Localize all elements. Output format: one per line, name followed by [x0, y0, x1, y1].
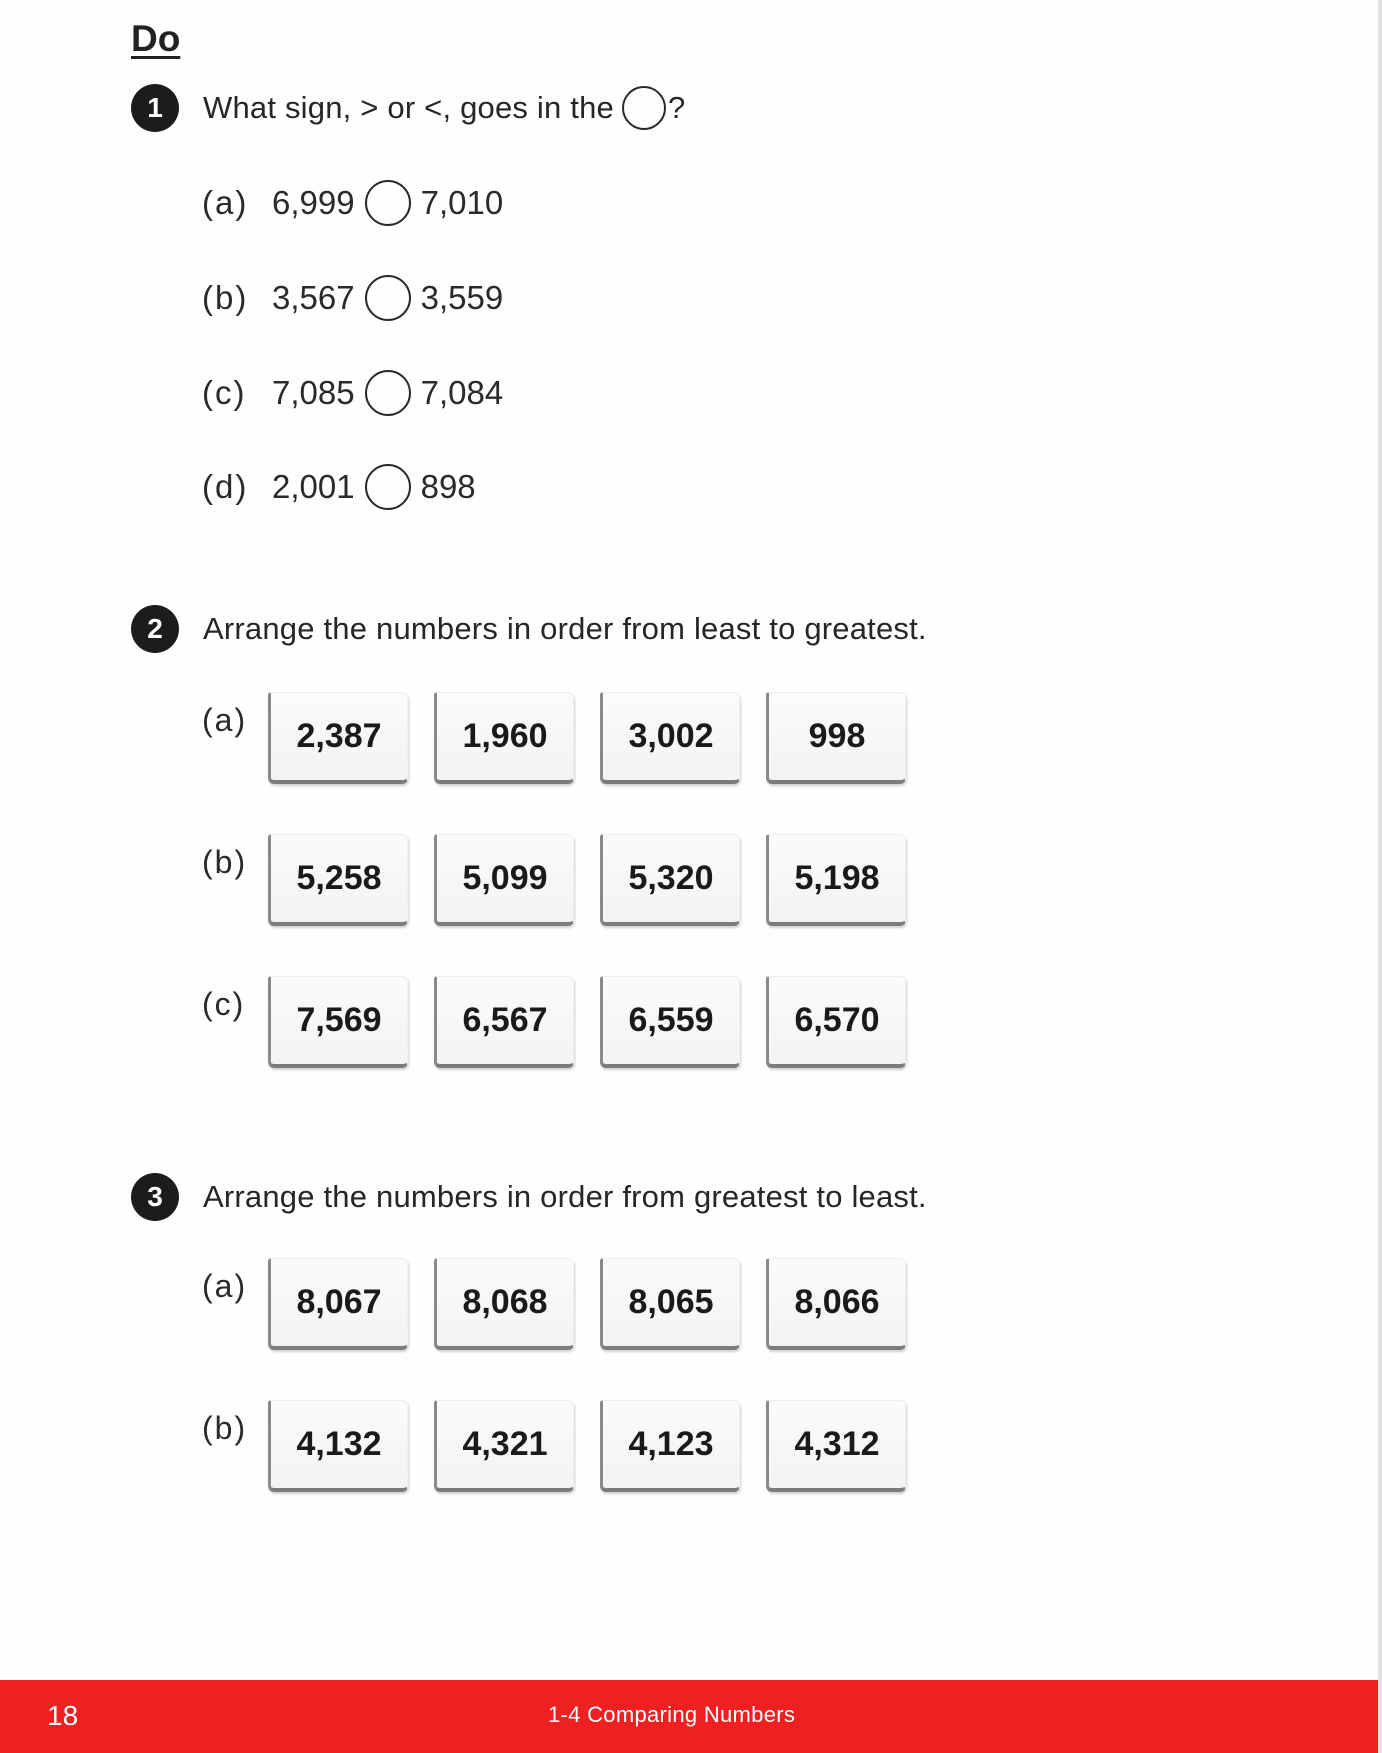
number-card: 998 — [766, 692, 906, 784]
number-card: 1,960 — [434, 692, 574, 784]
number-card: 2,387 — [268, 692, 408, 784]
right-number: 898 — [420, 468, 476, 505]
comparison-item — [202, 464, 476, 510]
right-number: 3,559 — [420, 279, 504, 316]
question-2 — [131, 605, 927, 653]
answer-circle[interactable] — [365, 275, 411, 321]
number-cards — [268, 692, 932, 784]
number-card: 4,321 — [434, 1400, 574, 1492]
right-number: 7,084 — [420, 374, 504, 411]
answer-circle-icon — [622, 86, 666, 130]
question-number-badge: 3 — [131, 1173, 179, 1221]
number-card: 6,567 — [434, 976, 574, 1068]
number-card: 4,312 — [766, 1400, 906, 1492]
number-card: 6,559 — [600, 976, 740, 1068]
number-cards — [268, 834, 932, 926]
number-card: 7,569 — [268, 976, 408, 1068]
question-number-badge: 1 — [131, 84, 179, 132]
left-number: 3,567 — [272, 279, 355, 316]
question-text: Arrange the numbers in order from greatest to least. — [203, 1179, 927, 1214]
question-3 — [131, 1173, 927, 1221]
answer-circle[interactable] — [365, 464, 411, 510]
part-label: (c) — [202, 374, 247, 411]
ordering-row — [202, 834, 932, 926]
question-text-before: What sign, > or <, goes in the — [203, 90, 614, 125]
left-number: 7,085 — [272, 374, 355, 411]
number-card: 5,258 — [268, 834, 408, 926]
answer-circle[interactable] — [365, 180, 411, 226]
number-cards — [268, 1258, 932, 1350]
ordering-row — [202, 1400, 932, 1492]
ordering-row — [202, 692, 932, 784]
ordering-row — [202, 1258, 932, 1350]
number-card: 5,198 — [766, 834, 906, 926]
ordering-row — [202, 976, 932, 1068]
left-number: 2,001 — [272, 468, 355, 505]
question-text: Arrange the numbers in order from least to greatest. — [203, 611, 927, 646]
part-label: (c) — [202, 986, 246, 1022]
page-number: 18 — [47, 1700, 79, 1731]
part-label: (a) — [202, 184, 249, 221]
part-label: (d) — [202, 468, 249, 505]
number-card: 8,066 — [766, 1258, 906, 1350]
number-card: 3,002 — [600, 692, 740, 784]
answer-circle[interactable] — [365, 370, 411, 416]
part-label: (b) — [202, 1410, 248, 1446]
question-text — [203, 86, 685, 130]
question-number-badge: 2 — [131, 605, 179, 653]
number-card: 4,132 — [268, 1400, 408, 1492]
question-text-after: ? — [667, 90, 686, 125]
number-card: 8,068 — [434, 1258, 574, 1350]
section-heading: Do — [131, 18, 181, 59]
number-cards — [268, 976, 932, 1068]
number-card: 5,320 — [600, 834, 740, 926]
part-label: (b) — [202, 844, 248, 880]
number-card: 5,099 — [434, 834, 574, 926]
right-number: 7,010 — [420, 184, 504, 221]
comparison-item — [202, 275, 503, 321]
comparison-item — [202, 370, 503, 416]
chapter-title: 1-4 Comparing Numbers — [548, 1702, 796, 1727]
part-label: (a) — [202, 1268, 248, 1304]
number-card: 6,570 — [766, 976, 906, 1068]
page-edge — [1378, 0, 1382, 1753]
comparison-item — [202, 180, 503, 226]
part-label: (b) — [202, 279, 249, 316]
number-card: 8,067 — [268, 1258, 408, 1350]
number-card: 8,065 — [600, 1258, 740, 1350]
part-label: (a) — [202, 702, 248, 738]
left-number: 6,999 — [272, 184, 355, 221]
question-1 — [131, 84, 685, 132]
number-card: 4,123 — [600, 1400, 740, 1492]
page-footer — [0, 1680, 1378, 1753]
number-cards — [268, 1400, 932, 1492]
